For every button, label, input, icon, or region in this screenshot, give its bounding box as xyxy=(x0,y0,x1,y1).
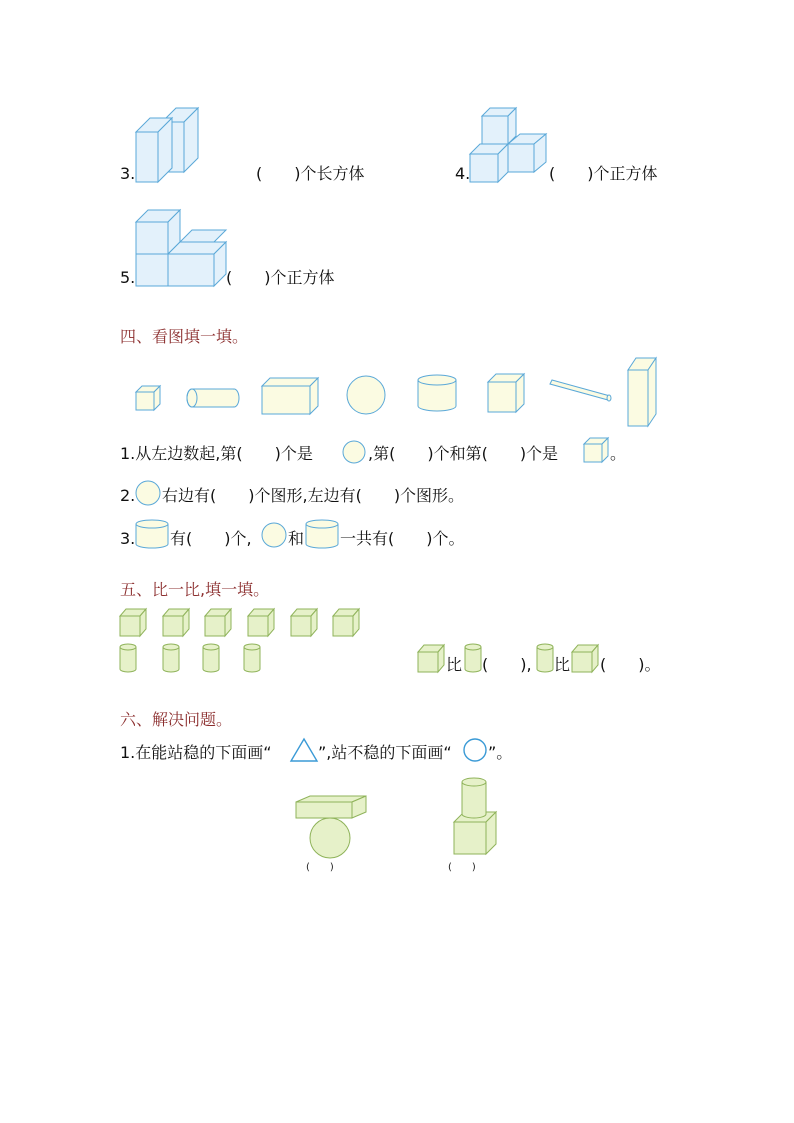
cylinder-icon xyxy=(203,644,219,672)
q5-number: 5. xyxy=(120,268,136,287)
section-6-q1-part-a: 1.在能站稳的下面画“ xyxy=(120,743,272,762)
q3-number: 3. xyxy=(120,164,136,183)
stacked-cubes-figure xyxy=(468,104,550,184)
shapes-row xyxy=(130,352,670,432)
cube-icon xyxy=(333,609,359,636)
section-4-q3-number: 3. xyxy=(120,529,136,548)
sphere-icon xyxy=(347,376,385,414)
cube-icon xyxy=(136,386,160,410)
section-5-heading: 五、比一比,填一填。 xyxy=(120,580,270,599)
cube-icon xyxy=(291,609,317,636)
cylinder-icon xyxy=(535,642,555,674)
section-4-q3-part-a: 有( )个, xyxy=(170,529,252,548)
compare-2-blank: ( )。 xyxy=(600,655,661,674)
section-4-heading: 四、看图填一填。 xyxy=(120,327,249,346)
section-4-q3-part-b: 和 xyxy=(288,529,305,548)
compare-1-blank: ( ), xyxy=(482,655,532,674)
cylinder-icon xyxy=(134,518,170,550)
board-on-sphere-figure xyxy=(292,792,372,862)
section-4-q2-text: 右边有( )个图形,左边有( )个图形。 xyxy=(162,486,465,505)
cube-icon xyxy=(120,609,146,636)
compare-2-word: 比 xyxy=(554,655,571,674)
section-4-q3-part-c: 一共有( )个。 xyxy=(340,529,465,548)
cylinder-icon xyxy=(120,644,136,672)
cube-icon xyxy=(248,609,274,636)
blank-left: ( ) xyxy=(306,862,334,873)
cube-icon xyxy=(416,642,446,674)
cuboid-icon xyxy=(262,378,318,414)
section-4-q1-part-a: 1.从左边数起,第( )个是 xyxy=(120,444,313,463)
q5-answer: ( )个正方体 xyxy=(226,268,335,287)
q4-answer: ( )个正方体 xyxy=(549,164,658,183)
cube-icon xyxy=(570,642,600,674)
green-cylinders-row xyxy=(118,642,268,676)
triangle-icon xyxy=(289,737,319,763)
cylinder-icon xyxy=(463,642,483,674)
section-6-heading: 六、解决问题。 xyxy=(120,710,233,729)
cube-icon xyxy=(488,374,524,412)
cylinder-icon xyxy=(187,389,239,407)
cylinder-icon xyxy=(418,375,456,411)
cylinder-on-cube-figure xyxy=(452,774,502,856)
q3-answer: ( )个长方体 xyxy=(256,164,365,183)
section-4-q1-part-b: ,第( )个和第( )个是 xyxy=(368,444,559,463)
blank-right: ( ) xyxy=(448,862,476,873)
green-cubes-row xyxy=(118,606,368,640)
section-6-q1-part-b: ”,站不稳的下面画“ xyxy=(318,743,452,762)
section-6-q1-part-c: ”。 xyxy=(488,743,513,762)
cube-icon xyxy=(205,609,231,636)
section-4-q1-part-c: 。 xyxy=(610,444,627,463)
q4-number: 4. xyxy=(455,164,471,183)
compare-1-word: 比 xyxy=(446,655,463,674)
cuboid-icon xyxy=(628,358,656,426)
cylinder-icon xyxy=(244,644,260,672)
section-4-q2-number: 2. xyxy=(120,486,136,505)
circle-icon xyxy=(462,737,490,763)
sphere-icon xyxy=(134,480,162,506)
cube-icon xyxy=(582,436,610,464)
tall-cuboids-figure xyxy=(134,104,204,184)
sphere-icon xyxy=(340,440,368,464)
cylinder-icon xyxy=(304,518,340,550)
l-shape-cubes-figure xyxy=(134,208,230,288)
cube-icon xyxy=(163,609,189,636)
sphere-icon xyxy=(260,522,288,548)
rod-icon xyxy=(550,380,611,401)
cylinder-icon xyxy=(163,644,179,672)
